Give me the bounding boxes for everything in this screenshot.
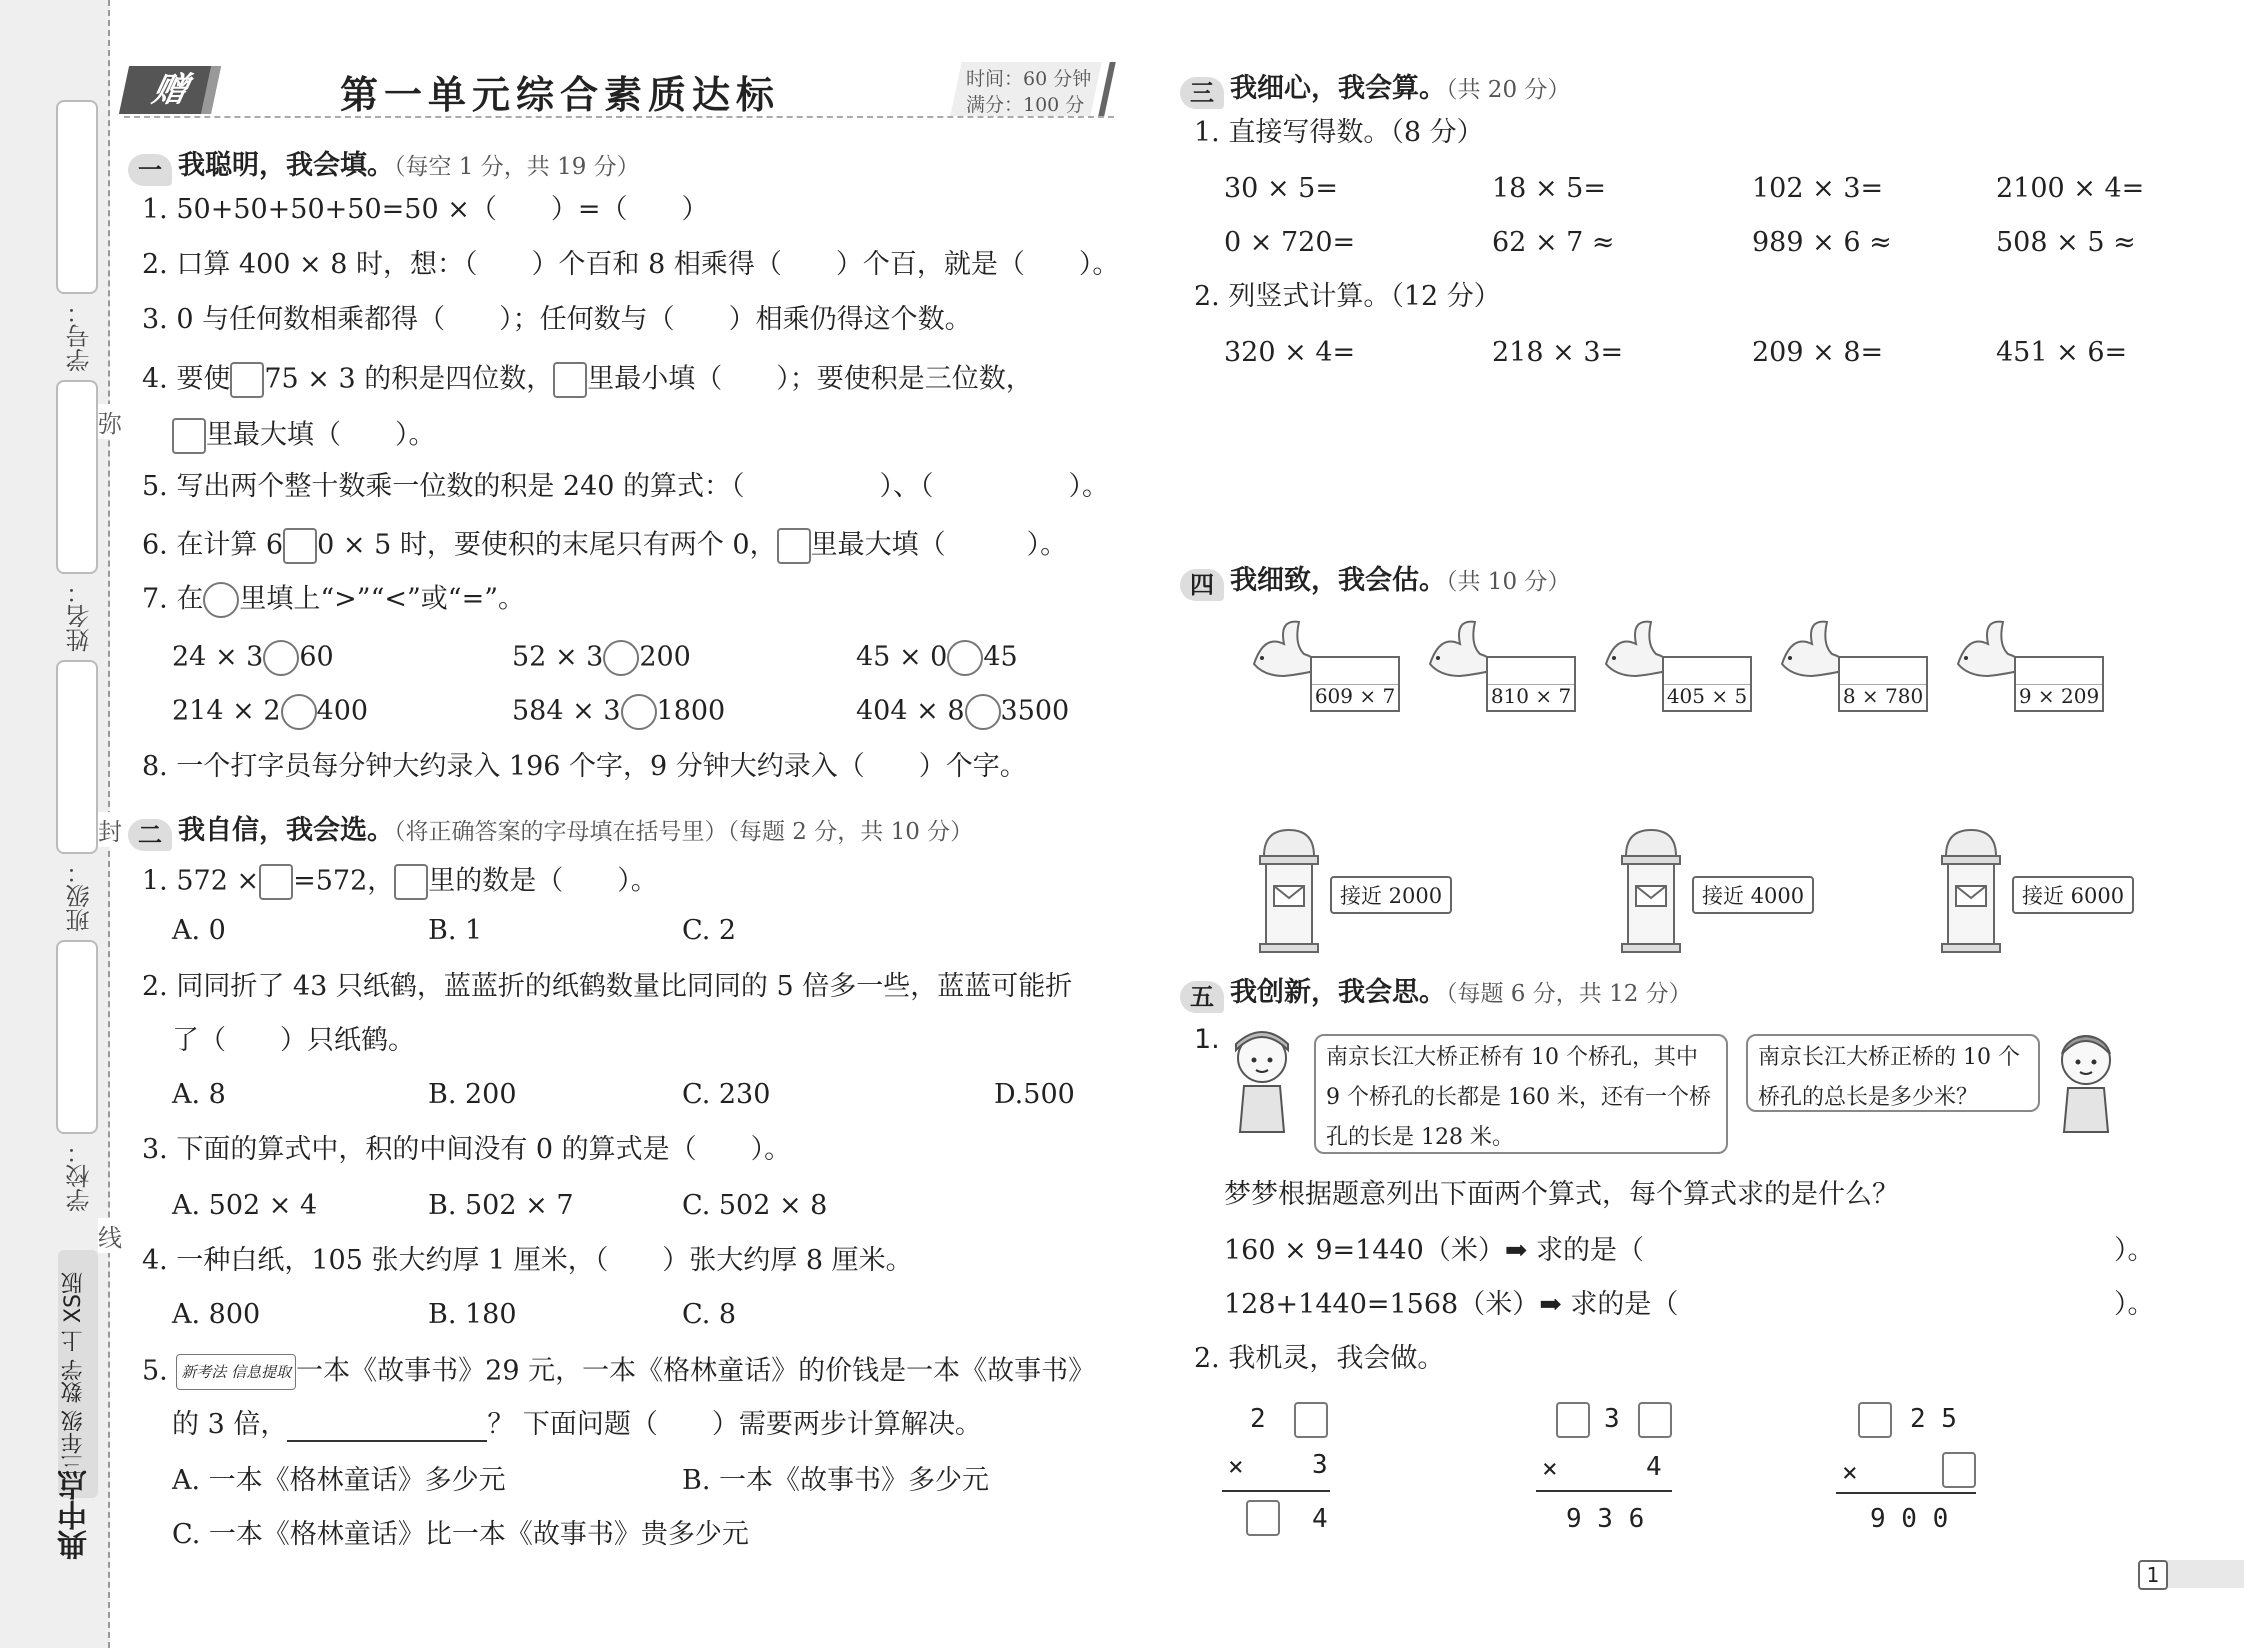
cmp-right: 200 <box>639 641 691 673</box>
name-label: 姓名： <box>66 580 94 652</box>
speech-bubble-2: 南京长江大桥正桥的 10 个桥孔的总长是多少米？ <box>1746 1034 2040 1112</box>
cmp-item-6 <box>856 694 1069 730</box>
s1-q7-circle <box>203 582 239 618</box>
vm1-rule <box>1222 1490 1330 1492</box>
s2-q2-opt-a[interactable]: A. 8 <box>172 1079 226 1110</box>
cmp-circle[interactable] <box>965 694 1001 730</box>
page-title: 第一单元综合素质达标 <box>340 73 781 117</box>
envelope-3[interactable] <box>1662 656 1752 712</box>
girl-icon <box>2046 1024 2126 1134</box>
cmp-item-4 <box>172 694 368 730</box>
s2-q5-text1: 一本《故事书》29 元，一本《格林童话》的价钱是一本《故事书》 <box>296 1355 1096 1387</box>
seal-mi: 弥 <box>98 404 122 439</box>
s1-q6 <box>142 528 1067 564</box>
s1-q4-text1: 4. 要使 <box>142 363 231 395</box>
envelope-expr: 9 × 209 <box>2018 684 2100 708</box>
gift-badge: 赠 <box>119 66 221 114</box>
s2-q5-num: 5. <box>142 1355 168 1387</box>
calc-r3-3: 209 × 8= <box>1752 337 1884 368</box>
s1-q5: 5. 写出两个整十数乘一位数的积是 240 的算式：（ ）、（ ）。 <box>142 471 1110 502</box>
section-1-badge: 一 <box>128 154 172 186</box>
section-4-title: 我细致，我会估。 <box>1230 565 1446 596</box>
school-label: 学校： <box>66 1140 94 1212</box>
s1-q4-text2: 75 × 3 的积是四位数， <box>264 363 554 395</box>
vm2-rule <box>1536 1490 1672 1492</box>
s5-close-2: ）。 <box>2114 1289 2155 1320</box>
header-slash <box>1098 62 1115 116</box>
name-box <box>56 380 98 574</box>
boy-icon <box>1222 1024 1302 1134</box>
s1-q6-text3: 里最大填（ ）。 <box>810 529 1068 561</box>
cmp-left: 45 × 0 <box>856 641 948 673</box>
s1-q7-text2: 里填上“>”“<”或“=”。 <box>239 583 526 615</box>
calc-r2-4: 508 × 5 ≈ <box>1996 227 2136 258</box>
cmp-item-2 <box>512 640 691 676</box>
student-id-label: 学号： <box>66 300 94 372</box>
s2-q5-opt-a[interactable]: A. 一本《格林童话》多少元 <box>172 1465 506 1496</box>
section-2-heading <box>128 808 973 851</box>
cmp-left: 404 × 8 <box>856 695 965 727</box>
mailbox-label-1: 接近 2000 <box>1330 876 1452 914</box>
s2-q1-opt-a[interactable]: A. 0 <box>172 915 226 946</box>
vm3-multiplier-box[interactable] <box>1942 1452 1976 1488</box>
s1-q6-box2[interactable] <box>777 528 811 564</box>
section-3-badge: 三 <box>1180 77 1224 109</box>
s2-q4: 4. 一种白纸，105 张大约厚 1 厘米，（ ）张大约厚 8 厘米。 <box>142 1245 913 1276</box>
book-info: 三年级 数学 上 XS版 <box>58 1250 98 1498</box>
cmp-circle[interactable] <box>603 640 639 676</box>
s2-q2-opt-d[interactable]: D.500 <box>994 1079 1075 1110</box>
vm3-mul-sign: × <box>1842 1458 1858 1488</box>
section-2-badge: 二 <box>128 819 172 851</box>
section-5-badge: 五 <box>1180 981 1224 1013</box>
vm2-top-digit: 3 <box>1604 1404 1620 1434</box>
cmp-item-5 <box>512 694 725 730</box>
s2-q1-text1: 1. 572 × <box>142 865 260 897</box>
s5-q1-num: 1. <box>1194 1024 1220 1055</box>
calc-r1-3: 102 × 3= <box>1752 173 1884 204</box>
calc-r1-4: 2100 × 4= <box>1996 173 2145 204</box>
cmp-right: 60 <box>299 641 334 673</box>
s2-q5-text3: ？ 下面问题（ ）需要两步计算解决。 <box>487 1409 982 1440</box>
s1-q4-text3: 里最小填（ ）；要使积是三位数， <box>587 363 1033 395</box>
student-id-box <box>56 100 98 294</box>
calc-r1-1: 30 × 5= <box>1224 173 1338 204</box>
s2-q4-opt-b[interactable]: B. 180 <box>428 1299 517 1330</box>
cmp-circle[interactable] <box>947 640 983 676</box>
s2-q4-opt-c[interactable]: C. 8 <box>682 1299 737 1330</box>
s2-q2-opt-b[interactable]: B. 200 <box>428 1079 517 1110</box>
seal-xian: 线 <box>98 1218 122 1253</box>
cmp-right: 400 <box>316 695 369 727</box>
vm1-result-box[interactable] <box>1246 1500 1280 1536</box>
cmp-circle[interactable] <box>621 694 657 730</box>
cmp-right: 1800 <box>656 695 726 727</box>
mailbox-label-2: 接近 4000 <box>1692 876 1814 914</box>
s1-q3: 3. 0 与任何数相乘都得（ ）；任何数与（ ）相乘仍得这个数。 <box>142 304 972 335</box>
mailbox-icon[interactable] <box>1618 826 1684 956</box>
section-3-heading <box>1180 66 1570 109</box>
section-2-title: 我自信，我会选。 <box>178 815 394 846</box>
calc-r3-1: 320 × 4= <box>1224 337 1356 368</box>
s2-q5-text2: 的 3 倍， <box>172 1409 288 1440</box>
s1-q7-text1: 7. 在 <box>142 583 204 615</box>
page-number: 1 <box>2138 1560 2168 1590</box>
s2-q4-opt-a[interactable]: A. 800 <box>172 1299 261 1330</box>
cmp-left: 24 × 3 <box>172 641 264 673</box>
class-label: 班级： <box>66 860 94 932</box>
cmp-item-1 <box>172 640 334 676</box>
calc-r1-2: 18 × 5= <box>1492 173 1606 204</box>
s5-close-1: ）。 <box>2114 1235 2155 1266</box>
s2-q5-blank[interactable] <box>287 1414 487 1442</box>
s2-q3-opt-a[interactable]: A. 502 × 4 <box>172 1190 318 1221</box>
envelope-expr: 609 × 7 <box>1314 684 1396 708</box>
vm1-top-box[interactable] <box>1294 1402 1328 1438</box>
calc-r3-4: 451 × 6= <box>1996 337 2128 368</box>
s1-q1: 1. 50+50+50+50=50 ×（ ）=（ ） <box>142 194 709 225</box>
s5-q2: 2. 我机灵，我会做。 <box>1194 1343 1445 1374</box>
class-box <box>56 660 98 854</box>
calc-r2-3: 989 × 6 ≈ <box>1752 227 1892 258</box>
section-3-title: 我细心，我会算。 <box>1230 73 1446 104</box>
cmp-circle[interactable] <box>281 694 317 730</box>
s3-sub2: 2. 列竖式计算。（12 分） <box>1194 281 1501 312</box>
cmp-item-3 <box>856 640 1018 676</box>
vm1-multiplier: 3 <box>1312 1450 1328 1480</box>
s2-q5-opt-b[interactable]: B. 一本《故事书》多少元 <box>682 1465 990 1496</box>
envelope-expr: 810 × 7 <box>1490 684 1572 708</box>
s5-formula-1: 160 × 9=1440（米）➡ 求的是（ <box>1224 1235 1645 1266</box>
s2-q1-opt-c[interactable]: C. 2 <box>682 915 737 946</box>
s1-q2: 2. 口算 400 × 8 时，想：（ ）个百和 8 相乘得（ ）个百，就是（ ）。 <box>142 249 1120 280</box>
s2-q1-opt-b[interactable]: B. 1 <box>428 915 483 946</box>
envelope-2[interactable] <box>1486 656 1576 712</box>
envelope-5[interactable] <box>2014 656 2104 712</box>
s1-q6-text1: 6. 在计算 6 <box>142 529 284 561</box>
school-box <box>56 940 98 1134</box>
s2-q3-opt-c[interactable]: C. 502 × 8 <box>682 1190 828 1221</box>
cmp-left: 52 × 3 <box>512 641 604 673</box>
s1-q4-box3[interactable] <box>172 418 206 454</box>
envelope-4[interactable] <box>1838 656 1928 712</box>
s2-q2-line1: 2. 同同折了 43 只纸鹤，蓝蓝折的纸鹤数量比同同的 5 倍多一些，蓝蓝可能折 <box>142 971 1073 1002</box>
s2-q1-box2[interactable] <box>394 864 428 900</box>
score-label: 满分：100 分 <box>966 94 1085 116</box>
envelope-1[interactable] <box>1310 656 1400 712</box>
s2-q1-box1[interactable] <box>259 864 293 900</box>
section-4-note: （共 10 分） <box>1446 569 1571 595</box>
time-label: 时间：60 分钟 <box>966 68 1092 90</box>
section-2-note: （将正确答案的字母填在括号里）（每题 2 分，共 10 分） <box>394 819 974 845</box>
vm2-result: 9 3 6 <box>1566 1504 1645 1534</box>
vm3-top-box[interactable] <box>1858 1402 1892 1438</box>
new-method-tag: 新考法 信息提取 <box>176 1354 296 1390</box>
vm3-top-digits: 2 5 <box>1910 1404 1957 1434</box>
section-5-note: （每题 6 分，共 12 分） <box>1446 981 1692 1007</box>
s2-q1-text3: 里的数是（ ）。 <box>428 865 658 897</box>
s1-q6-text2: 0 × 5 时，要使积的末尾只有两个 0， <box>317 529 777 561</box>
vm1-result-digit: 4 <box>1312 1504 1328 1534</box>
envelope-expr: 405 × 5 <box>1666 684 1748 708</box>
calc-r2-2: 62 × 7 ≈ <box>1492 227 1615 258</box>
vm1-top-digit: 2 <box>1250 1404 1266 1434</box>
s2-q2-line2: 了（ ）只纸鹤。 <box>172 1025 415 1056</box>
vm3-rule <box>1836 1492 1976 1494</box>
mailbox-icon[interactable] <box>1938 826 2004 956</box>
vm2-top-box-2[interactable] <box>1638 1402 1672 1438</box>
vm2-top-box-1[interactable] <box>1556 1402 1590 1438</box>
s1-q4-text4: 里最大填（ ）。 <box>206 419 436 451</box>
s2-q3: 3. 下面的算式中，积的中间没有 0 的算式是（ ）。 <box>142 1134 792 1165</box>
mailbox-label-3: 接近 6000 <box>2012 876 2134 914</box>
section-4-badge: 四 <box>1180 569 1224 601</box>
cmp-right: 3500 <box>1000 695 1070 727</box>
seal-feng: 封 <box>98 812 122 847</box>
s2-q5-line2 <box>172 1408 982 1442</box>
vm2-multiplier: 4 <box>1646 1452 1662 1482</box>
envelope-expr: 8 × 780 <box>1842 684 1924 708</box>
vm2-mul-sign: × <box>1542 1454 1558 1484</box>
section-1-note: （每空 1 分，共 19 分） <box>394 154 640 180</box>
speech-bubble-1: 南京长江大桥正桥有 10 个桥孔，其中 9 个桥孔的长都是 160 米，还有一个桥孔的长是 128 米。 <box>1314 1034 1728 1154</box>
section-1-title: 我聪明，我会填。 <box>178 150 394 181</box>
s2-q1-text2: =572， <box>293 865 395 897</box>
section-5-title: 我创新，我会思。 <box>1230 977 1446 1008</box>
s1-q4-box1[interactable] <box>230 362 264 398</box>
cmp-left: 214 × 2 <box>172 695 281 727</box>
s2-q2-opt-c[interactable]: C. 230 <box>682 1079 771 1110</box>
section-5-heading <box>1180 970 1692 1013</box>
s2-q5-line1 <box>142 1354 1095 1390</box>
vm1-mul-sign: × <box>1228 1452 1244 1482</box>
s2-q1 <box>142 864 658 900</box>
calc-r3-2: 218 × 3= <box>1492 337 1624 368</box>
s1-q4-line2 <box>172 418 436 454</box>
s5-lead: 梦梦根据题意列出下面两个算式，每个算式求的是什么？ <box>1224 1179 1899 1210</box>
section-3-note: （共 20 分） <box>1446 77 1571 103</box>
s5-formula-2: 128+1440=1568（米）➡ 求的是（ <box>1224 1289 1679 1320</box>
vm3-result: 9 0 0 <box>1870 1504 1949 1534</box>
cmp-left: 584 × 3 <box>512 695 621 727</box>
s2-q3-opt-b[interactable]: B. 502 × 7 <box>428 1190 574 1221</box>
s1-q8: 8. 一个打字员每分钟大约录入 196 个字，9 分钟大约录入（ ）个字。 <box>142 751 1027 782</box>
s1-q4-line1 <box>142 362 1033 398</box>
section-4-heading <box>1180 558 1570 601</box>
mailbox-icon[interactable] <box>1256 826 1322 956</box>
cmp-circle[interactable] <box>263 640 299 676</box>
s1-q6-box1[interactable] <box>283 528 317 564</box>
s1-q4-box2[interactable] <box>553 362 587 398</box>
calc-r2-1: 0 × 720= <box>1224 227 1356 258</box>
s2-q5-opt-c[interactable]: C. 一本《格林童话》比一本《故事书》贵多少元 <box>172 1519 749 1550</box>
s3-sub1: 1. 直接写得数。（8 分） <box>1194 117 1484 148</box>
section-1-heading <box>128 143 640 186</box>
s1-q7 <box>142 582 525 618</box>
cmp-right: 45 <box>983 641 1018 673</box>
brand-logo: 典中点 <box>58 1470 93 1560</box>
